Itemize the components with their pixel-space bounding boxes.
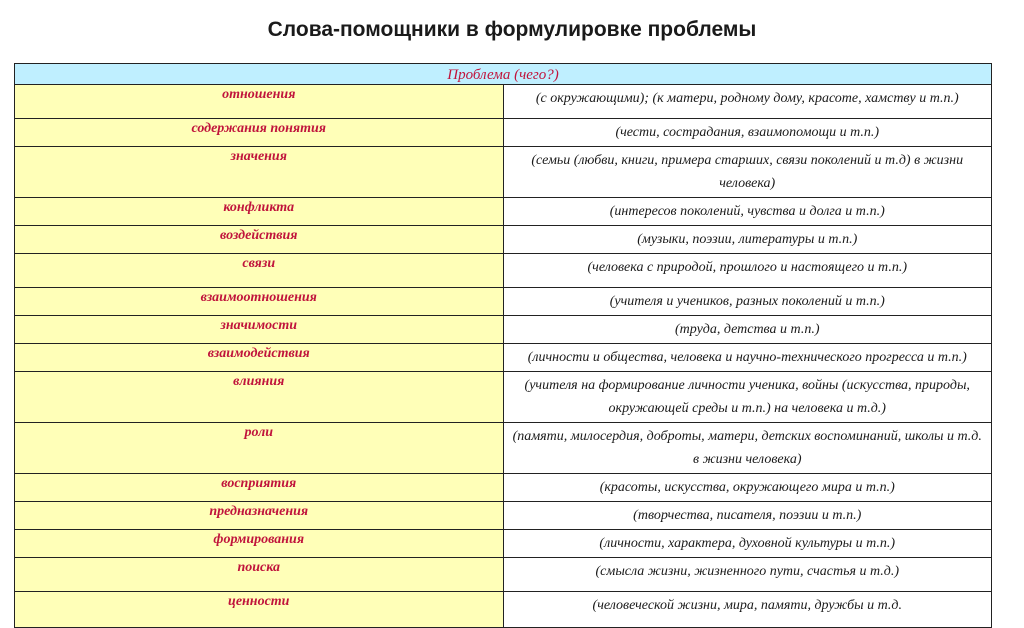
description-cell: (смысла жизни, жизненного пути, счастья и т.д.) <box>503 558 992 592</box>
term-cell: отношения <box>15 85 504 119</box>
description-cell: (труда, детства и т.п.) <box>503 316 992 344</box>
description-cell: (творчества, писателя, поэзии и т.п.) <box>503 502 992 530</box>
description-cell: (интересов поколений, чувства и долга и т.п.) <box>503 198 992 226</box>
description-cell: (музыки, поэзии, литературы и т.п.) <box>503 226 992 254</box>
description-cell: (личности и общества, человека и научно-технического прогресса и т.п.) <box>503 344 992 372</box>
description-cell: (человеческой жизни, мира, памяти, дружбы и т.д. <box>503 592 992 628</box>
table-row <box>15 254 992 288</box>
table-row <box>15 85 992 119</box>
term-cell: восприятия <box>15 474 504 502</box>
table-header-row <box>15 64 992 85</box>
table-row <box>15 316 992 344</box>
term-cell: поиска <box>15 558 504 592</box>
table-row <box>15 558 992 592</box>
problem-words-table <box>14 63 992 628</box>
term-cell: формирования <box>15 530 504 558</box>
table-row <box>15 474 992 502</box>
description-cell: (красоты, искусства, окружающего мира и т.п.) <box>503 474 992 502</box>
table-row <box>15 592 992 628</box>
table-row <box>15 372 992 423</box>
description-cell: (человека с природой, прошлого и настоящего и т.п.) <box>503 254 992 288</box>
table-row <box>15 423 992 474</box>
term-cell: взаимодействия <box>15 344 504 372</box>
table-row <box>15 502 992 530</box>
description-cell: (чести, сострадания, взаимопомощи и т.п.) <box>503 119 992 147</box>
term-cell: значимости <box>15 316 504 344</box>
term-cell: связи <box>15 254 504 288</box>
description-cell: (личности, характера, духовной культуры и т.п.) <box>503 530 992 558</box>
description-cell: (учителя на формирование личности ученика, войны (искусства, природы, окружающей среды и т.п.) на человека и т.д.) <box>503 372 992 423</box>
table-row <box>15 226 992 254</box>
page-title: Слова-помощники в формулировке проблемы <box>267 18 757 41</box>
table-row <box>15 344 992 372</box>
description-cell: (с окружающими); (к матери, родному дому, красоте, хамству и т.п.) <box>503 85 992 119</box>
term-cell: роли <box>15 423 504 474</box>
term-cell: конфликта <box>15 198 504 226</box>
table-row <box>15 198 992 226</box>
table-header: Проблема (чего?) <box>15 64 992 85</box>
table-row <box>15 147 992 198</box>
table-row <box>15 530 992 558</box>
term-cell: предназначения <box>15 502 504 530</box>
term-cell: воздействия <box>15 226 504 254</box>
description-cell: (памяти, милосердия, доброты, матери, детских воспоминаний, школы и т.д. в жизни человека) <box>503 423 992 474</box>
table-row <box>15 119 992 147</box>
table-row <box>15 288 992 316</box>
description-cell: (семьи (любви, книги, примера старших, связи поколений и т.д) в жизни человека) <box>503 147 992 198</box>
term-cell: взаимоотношения <box>15 288 504 316</box>
term-cell: влияния <box>15 372 504 423</box>
term-cell: ценности <box>15 592 504 628</box>
term-cell: содержания понятия <box>15 119 504 147</box>
description-cell: (учителя и учеников, разных поколений и т.п.) <box>503 288 992 316</box>
term-cell: значения <box>15 147 504 198</box>
